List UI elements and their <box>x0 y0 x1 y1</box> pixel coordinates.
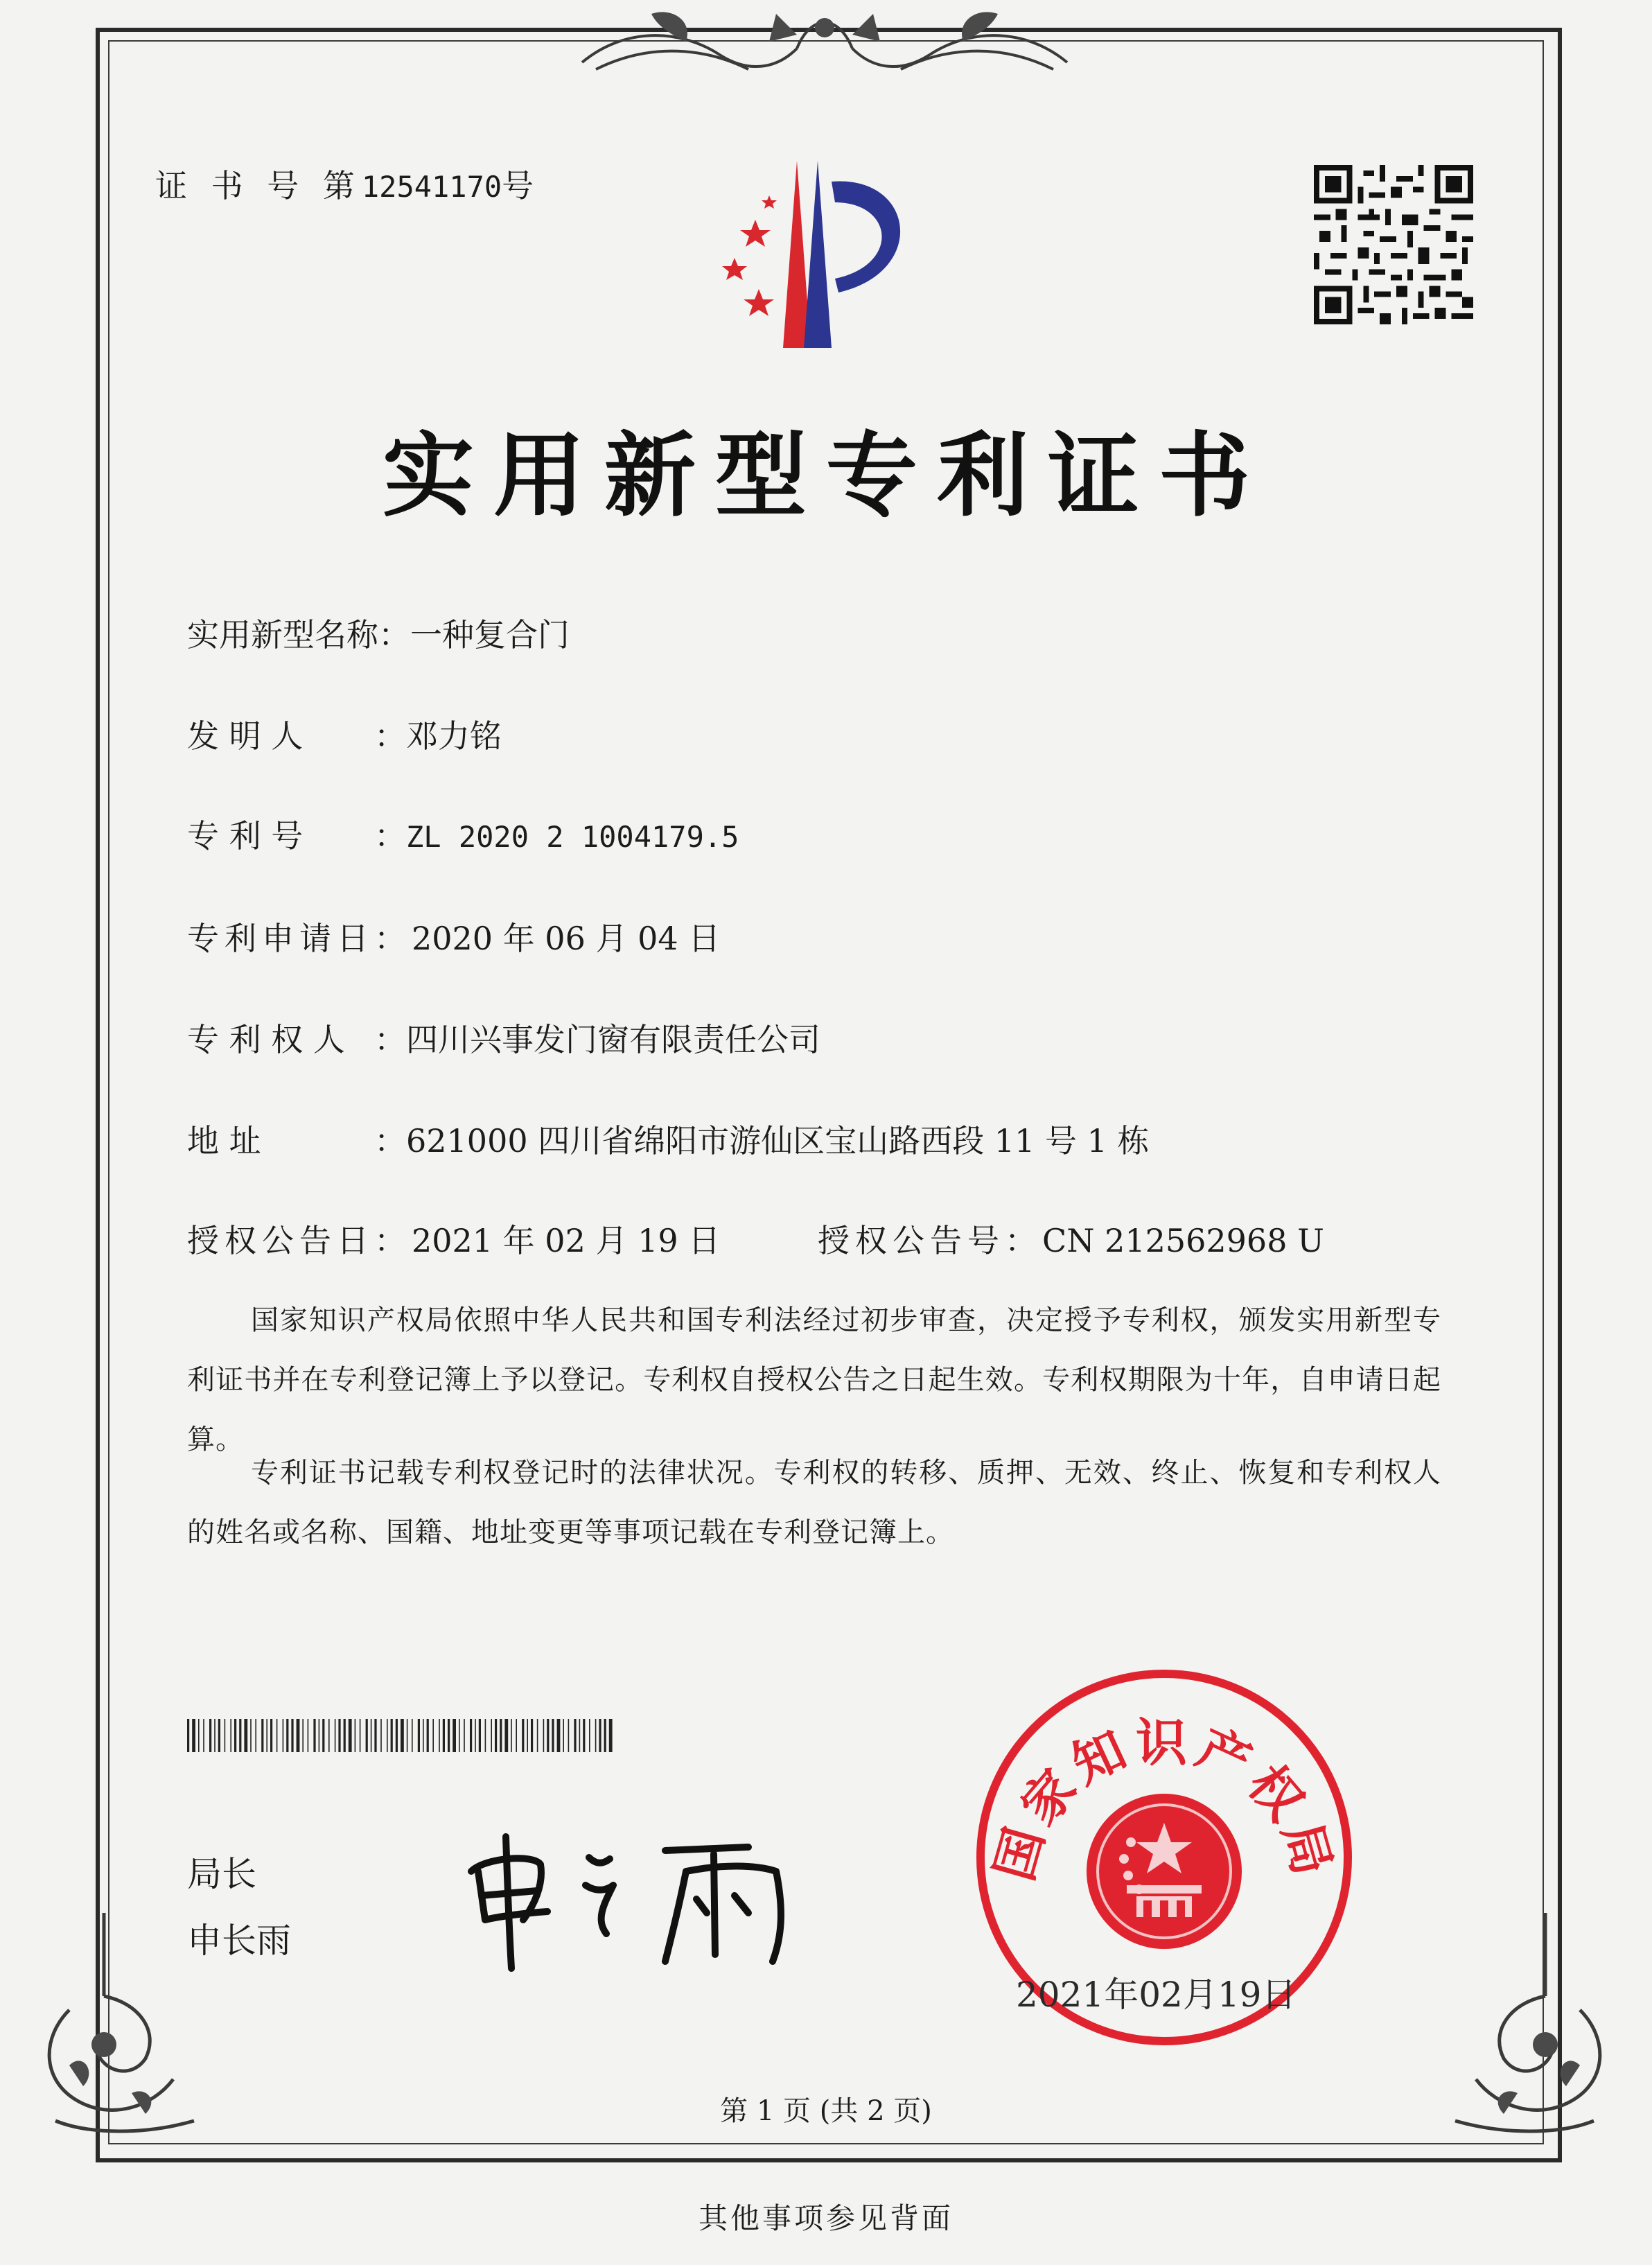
barcode-bar <box>218 1719 220 1752</box>
barcode-bar <box>452 1719 456 1752</box>
grant-number-value: CN 212562968 U <box>1042 1222 1324 1259</box>
barcode-bar <box>511 1719 512 1752</box>
barcode-bar <box>244 1719 247 1752</box>
barcode-bar <box>485 1719 486 1752</box>
barcode-bar <box>568 1719 570 1752</box>
filing-date-value: 2020 年 06 月 04 日 <box>412 920 721 957</box>
barcode-bar <box>360 1719 361 1752</box>
barcode-bar <box>255 1719 256 1752</box>
barcode-bar <box>563 1719 564 1752</box>
barcode-bar <box>319 1719 320 1752</box>
certificate-title: 实用新型专利证书 <box>383 422 1269 530</box>
barcode-bar <box>604 1719 606 1752</box>
barcode-bar <box>313 1719 315 1752</box>
barcode-bar <box>543 1719 545 1752</box>
barcode-bar <box>214 1719 216 1752</box>
director-name: 申长雨 <box>187 1921 291 1961</box>
inventor-colon: ： <box>374 717 406 755</box>
barcode-bar <box>192 1719 195 1752</box>
barcode-bar <box>574 1719 576 1752</box>
barcode-bar <box>459 1719 460 1752</box>
inventor-label <box>187 711 374 757</box>
certificate-number-prefix: 证 书 号 第 <box>155 167 362 204</box>
barcode-bar <box>391 1719 393 1752</box>
grant-date-label: 授权公告日： <box>187 1222 412 1259</box>
barcode-bar <box>335 1719 336 1752</box>
barcode-bar <box>225 1719 226 1752</box>
barcode-bar <box>286 1719 288 1752</box>
barcode-bar <box>374 1719 376 1752</box>
barcode-bar <box>412 1719 413 1752</box>
patent-number-field <box>187 811 739 857</box>
legal-paragraph-2: 专利证书记载专利权登记时的法律状况。专利权的转移、质押、无效、终止、恢复和专利权人的姓名或名称、国籍、地址变更等事项记载在专利登记簿上。 <box>187 1457 1441 1548</box>
barcode-bar <box>283 1719 284 1752</box>
barcode-bar <box>418 1719 420 1752</box>
patent-number-label <box>187 811 374 857</box>
patent-number-label-char: 号 <box>271 817 304 855</box>
patent-number-colon: ： <box>374 817 406 855</box>
barcode-bar <box>291 1719 293 1752</box>
barcode-bar <box>579 1719 581 1752</box>
inventor-label-char: 人 <box>271 717 304 755</box>
seal-text: 国家知识产权局 <box>984 1713 1344 1887</box>
barcode-bar <box>552 1719 554 1752</box>
grant-date-value: 2021 年 02 月 19 日 <box>412 1222 721 1259</box>
barcode-bar <box>380 1719 382 1752</box>
utility-model-name-field <box>187 610 570 656</box>
top-ornament-icon <box>568 0 1081 83</box>
certificate-number-value: 12541170 <box>361 170 502 204</box>
grant-number-label: 授权公告号： <box>818 1222 1042 1259</box>
barcode-bar <box>276 1719 278 1752</box>
barcode-bar <box>187 1719 189 1752</box>
filing-date-label: 专利申请日： <box>187 920 412 957</box>
barcode-bar <box>491 1719 492 1752</box>
cnipa-emblem-icon <box>693 154 956 362</box>
barcode-bar <box>522 1719 524 1752</box>
patentee-label-char: 权 <box>271 1021 304 1058</box>
seal-date: 2021年02月19日 <box>1016 1975 1297 2015</box>
inventor-label-char: 发 <box>187 717 219 755</box>
barcode-bar <box>203 1719 204 1752</box>
qr-code-icon <box>1314 165 1473 324</box>
barcode-bar <box>475 1719 476 1752</box>
barcode-bar <box>599 1719 601 1752</box>
barcode-bar <box>609 1719 613 1752</box>
patentee-label <box>187 1015 374 1060</box>
barcode-bar <box>547 1719 549 1752</box>
patentee-label-char: 利 <box>229 1021 261 1058</box>
barcode-bar <box>349 1719 352 1752</box>
barcode-bar <box>355 1719 356 1752</box>
barcode-bar <box>230 1719 231 1752</box>
barcode-bar <box>328 1719 330 1752</box>
inventor-value: 邓力铭 <box>406 717 502 755</box>
inventor-field <box>187 711 502 757</box>
address-field <box>187 1116 1150 1162</box>
barcode-bar <box>495 1719 497 1752</box>
grant-date-field <box>187 1216 720 1261</box>
grant-number-field <box>818 1216 1324 1261</box>
barcode-bar <box>479 1719 481 1752</box>
barcode-bar <box>308 1719 309 1752</box>
utility-model-name-value: 一种复合门 <box>410 616 570 654</box>
patentee-label-char: 人 <box>313 1021 345 1058</box>
barcode-bar <box>504 1719 508 1752</box>
barcode-bar <box>344 1719 346 1752</box>
barcode-bar <box>537 1719 538 1752</box>
filing-date-field <box>187 913 720 959</box>
barcode-bar <box>396 1719 398 1752</box>
barcode-bar <box>198 1719 200 1752</box>
director-signature-icon <box>457 1816 832 1975</box>
barcode-bar <box>500 1719 502 1752</box>
barcode-bar <box>516 1719 517 1752</box>
director-title: 局长 <box>187 1854 256 1894</box>
barcode-bar <box>432 1719 434 1752</box>
footer-note: 其他事项参见背面 <box>698 2201 954 2235</box>
utility-model-name-label: 实用新型名称： <box>187 616 410 654</box>
barcode-bar <box>239 1719 241 1752</box>
barcode-bar <box>423 1719 424 1752</box>
barcode-bar <box>595 1719 597 1752</box>
barcode-bar <box>322 1719 324 1752</box>
barcode-bar <box>527 1719 528 1752</box>
barcode-bar <box>531 1719 533 1752</box>
patent-number-value: ZL 2020 2 1004179.5 <box>406 820 739 854</box>
address-label-char: 地 <box>187 1122 219 1160</box>
barcode-bar <box>297 1719 300 1752</box>
address-colon: ： <box>374 1122 406 1160</box>
barcode-bar <box>387 1719 388 1752</box>
barcode-bar <box>366 1719 368 1752</box>
patent-number-label-char: 利 <box>229 817 261 855</box>
barcode-bar <box>261 1719 263 1752</box>
barcode-bar <box>234 1719 236 1752</box>
barcode-bar <box>557 1719 561 1752</box>
barcode-bar <box>464 1719 465 1752</box>
barcode-bar <box>583 1719 585 1752</box>
barcode-bar <box>371 1719 372 1752</box>
certificate-number-suffix: 号 <box>502 167 541 204</box>
barcode-bar <box>338 1719 340 1752</box>
barcode-bar <box>302 1719 304 1752</box>
address-label-char: 址 <box>229 1122 261 1160</box>
patentee-field <box>187 1015 820 1060</box>
inventor-label-char: 明 <box>229 717 261 755</box>
barcode-icon <box>187 1719 617 1752</box>
patentee-label-char: 专 <box>187 1021 219 1058</box>
address-value: 621000 四川省绵阳市游仙区宝山路西段 11 号 1 栋 <box>406 1122 1150 1160</box>
address-label <box>187 1116 374 1162</box>
barcode-bar <box>439 1719 440 1752</box>
barcode-bar <box>470 1719 472 1752</box>
barcode-bar <box>427 1719 429 1752</box>
barcode-bar <box>250 1719 252 1752</box>
certificate-number <box>155 161 541 207</box>
barcode-bar <box>589 1719 590 1752</box>
page-number: 第 1 页 (共 2 页) <box>720 2095 932 2127</box>
barcode-bar <box>448 1719 450 1752</box>
barcode-bar <box>209 1719 211 1752</box>
patentee-value: 四川兴事发门窗有限责任公司 <box>406 1021 820 1058</box>
barcode-bar <box>401 1719 404 1752</box>
barcode-bar <box>266 1719 267 1752</box>
barcode-bar <box>407 1719 408 1752</box>
legal-paragraph-1: 国家知识产权局依照中华人民共和国专利法经过初步审查，决定授予专利权，颁发实用新型专利证书并在专利登记簿上予以登记。专利权自授权公告之日起生效。专利权期限为十年，自申请日起算。 <box>187 1304 1441 1455</box>
barcode-bar <box>270 1719 272 1752</box>
barcode-bar <box>443 1719 445 1752</box>
patentee-colon: ： <box>374 1021 406 1058</box>
patent-number-label-char: 专 <box>187 817 219 855</box>
